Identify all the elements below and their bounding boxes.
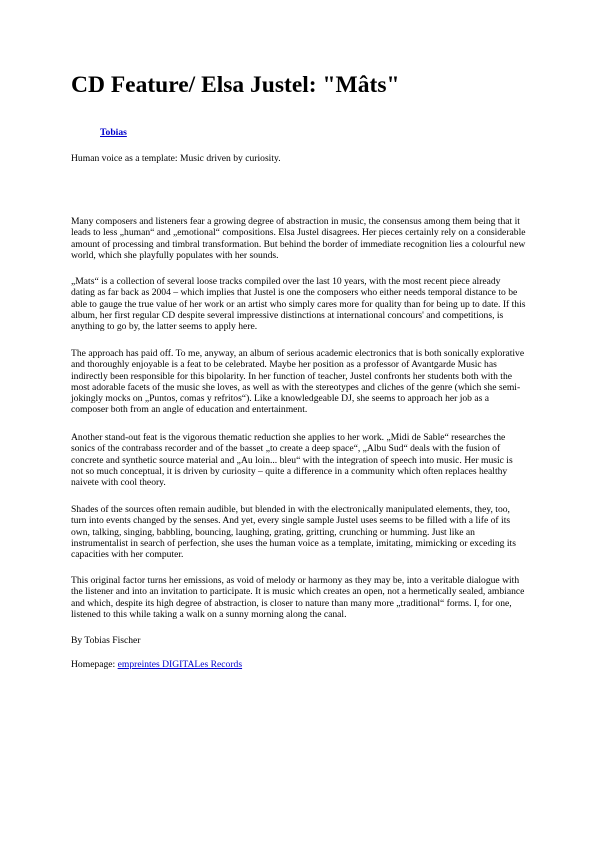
paragraph-1: Many composers and listeners fear a growing degree of abstraction in music, the consensus among them being that it leads to less „human“ and „emotional“ compositions. Elsa Justel disagrees. Her pieces certainly rely on a considerable amount of processing and timbral transformation. But behind the border of immediate recognition lies a colourful new world, which she playfully populates with her sounds. (71, 216, 526, 261)
homepage-label: Homepage: (71, 659, 118, 670)
author-link[interactable]: Tobias (100, 127, 127, 138)
paragraph-6: This original factor turns her emissions, as void of melody or harmony as they may be, into a veritable dialogue with the listener and into an invitation to participate. It is music which creates an open, not a hermetically sealed, ambiance and which, despite its high degree of abstraction, is closer to nature than many more „traditional“ forms. I, for one, listened to this while taking a walk on a sunny morning along the canal. (71, 575, 525, 620)
paragraph-4: Another stand-out feat is the vigorous thematic reduction she applies to her work. „Midi de Sable“ researches the sonics of the contrabass recorder and of the basset „to create a deep space“, „Albu Sud“ deals with the fusion of concrete and synthetic source material and „Au loin... bleu“ with the integration of speech into music. Her music is not so much conceptual, it is driven by curiosity – quite a difference in a community which often replaces healthy naivete with cool theory. (71, 432, 513, 489)
homepage-link[interactable]: empreintes DIGITALes Records (117, 659, 243, 670)
paragraph-3: The approach has paid off. To me, anyway, an album of serious academic electronics that is both sonically explorative and thoroughly enjoyable is a feat to be celebrated. Maybe her position as a professor of Avantgarde Music has indirectly been responsible for this bipolarity. In her function of teacher, Justel confronts her students both with the most adorable facets of the music she loves, as well as with the stereotypes and cliches of the genre (which she semi-jokingly mocks on „Puntos, comas y refritos“). Like a knowledgeable DJ, she seems to approach her job as a composer both from an angle of education and entertainment. (71, 348, 525, 416)
article-subtitle: Human voice as a template: Music driven by curiosity. (71, 153, 281, 164)
article-title: CD Feature/ Elsa Justel: "Mâts" (71, 72, 400, 98)
paragraph-2: „Mats“ is a collection of several loose tracks compiled over the last 10 years, with the most recent piece already dating as far back as 2004 – which implies that Justel is one the composers who either needs temporal distance to be able to gauge the true value of her work or an artist who simply cares more for quality than for being up to date. If this album, her first regular CD despite several impressive distinctions at international concours' and competitions, is anything to go by, the latter seems to apply here. (71, 276, 526, 333)
homepage-line (71, 659, 526, 670)
byline: By Tobias Fischer (71, 635, 141, 646)
paragraph-5: Shades of the sources often remain audible, but blended in with the electronically manipulated elements, they, too, turn into events changed by the senses. And yet, every single sample Justel uses seems to be filled with a life of its own, talking, singing, babbling, bouncing, laughing, grating, gritting, crunching or humming. Just like an instrumentalist in search of perfection, she uses the human voice as a template, imitating, mimicking or exceding its capacities with her computer. (71, 504, 516, 561)
